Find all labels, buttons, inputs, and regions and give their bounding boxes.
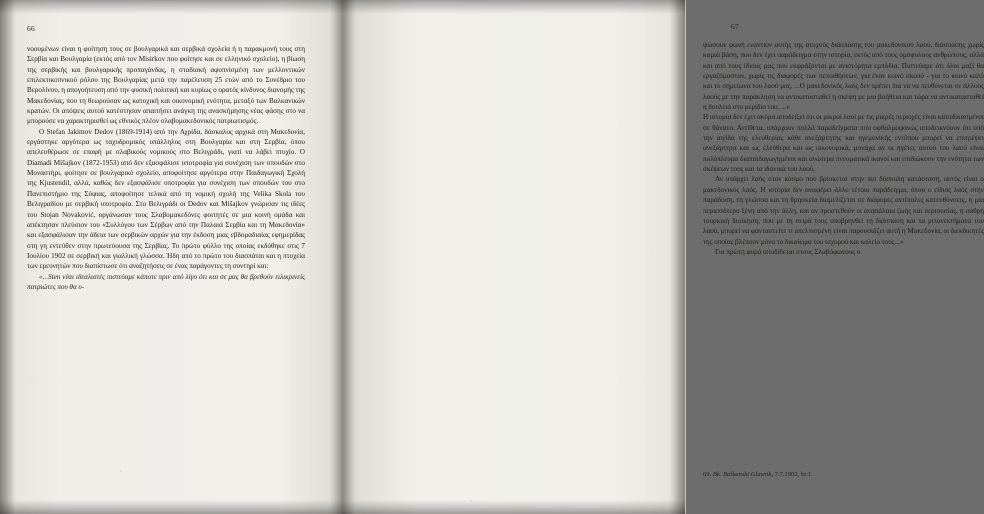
block-quote: «...Sten νέαι ιδεαλιστές πιστεύαμε κάποτε πριν από λίγο ότι και σε μας θα βρεθούν ειλικρινείς πατριώτες που θα υ- [27,272,305,291]
paragraph: Η ιστορία δεν έχει ακόμα αποδείξει ότι οι μικροί λαοί με τις μικρές περιοχές είναι καταδικασμένοι σε θάνατο. Αντίθετα, υπάρχουν πολλά παραδείγματα που οφθαλμοφανώς αποδεικνύουν ότι υπό την αιγίδα της ελευθερίας κάθε ανεξάρτητης και ηγεμονικής εντύπου μπορεί να επιτρέψει ανεξάρτητα και ως ελεύθερα και ως οικονομικά, μονάχα αν οι ηγέτες αυτού του λαού είναι πολύπλευρα διαπαιδαγωγημένοι και ανώτερα πνευματικά ικανοί και επιδιώκουν την ενότητα των σκέψεων τους και τα ιδανικά του λαού. [703,113,984,174]
footnote-marker: 69. [703,471,712,478]
page-left [0,0,343,514]
page-right-text-column [703,40,984,257]
paragraph: Αν υπάρχει λαός στον κόσμο που βρίσκεται στην πιο δύσκολη κατάσταση, αυτός είναι ο μακεδονικός λαός. Η ιστορία δεν αναφέρει άλλο τέτοιο παράδειγμα, όπου ο είδιος λαός στην παράδοση, τη γλώσσα και τη θρησκεία διαμελίζεται σε διάφορες αντίπαλες κατευθύνσεις, η μία περισσότερο ξένη από την άλλη, και αν προστεθούν οι αναπάλαια ζωής και περιουσίας, η σαθρή τουρκική διοίκηση, που με τη σειρά τους υποβρηνθεί τη διάσπαση και τα μειονεκτήματα του λαού, μπορεί να φανταστείτε τι απελπισμένη είναι παρουσιάζει αυτή η Μακεδονία, οι διεκδικητές της οποίας βλέπουν μόνο το δικαίωμα του ισχυρού και καλείο τους...» [703,175,984,246]
paragraph: ψώσουν φωνή εναντίον αυτής της ατυχούς διάσπασης του μακεδονικού λαού, διάσπασης χωρίς καμιά βάση, που δεν έχει παράδειγμα στην ιστορία, εκτός από τους ομόφυλους ανθρώπους, αλλά και από τους ίδιους μας που εκφράζονται με ανιστόρητα εμπόδια. Πιστεύαμε ότι όλοι μαζί θα εργαζόμασταν, χωρίς τις διαφορές των πεποιθήσεων, για έναν κοινό σκοπό - για το κοινό καλό και το σημείωνα του λαού μας. ...Ο μακεδονικός λαός δεν πρέπει πια να να πευθύνεται σε άλλους λαούς με την παράκληση να αντικατασταθεί η σκέψη με μια βοήθεια και τώρα να αντικατασταθεί η δουλειά στο μερίδιο του. ...» [703,41,984,112]
page-left-text-column [27,44,305,292]
paragraph: νοουμένων είναι η φοίτηση τους σε βουλγαρικά και σερβικά σχολεία ή η παρακμονή τους στη Σερβία και Βουλγαρία (εκτός από τον Misirkov που φοίτησε και σε ελληνικό σχολείο), η βίωση της σερβικής και βουλγαρικής προπαγάνδας, η σταδιακή αφυπνίσμένη των μελλοντικών επιλεκτικοπνικού ρόλου της Βουλγαρίας μετά την παρέλευση 25 ετών από το Συνέδριο του Βερολίνου, η απογοήτευση από την φυσική πολιτική και κυρίως ο ορατός κίνδυνος διανομής της Μακεδονίας, που τη θεωρούσαν ως κατοχική και οικονομική ενότητα, μεταξύ των Βαλκανικών κρατών. Οι απόψεις αυτού κατέστησαν απαιτήσει ανάγκη της ανασκήμησης νέας φάσης στο να μπορούσε να χαρακτηρισθεί ως εθνικός πλέον σλαβομακεδονικός πατριωτισμός. [27,45,305,126]
footnote-source: Bk. Balkanski Glasnik, [712,471,773,478]
footnote [703,470,984,479]
page-number-right: 67 [731,22,739,31]
paragraph: Για πρώτη φορά αποδίδεται στους Σλαβόφωνους ο [715,247,861,256]
footnote-citation: 7.7.1902, br.1. [774,471,813,478]
paragraph: Ο Stefan Jakimov Dedov (1869-1914) από την Αχρίδα, δάσκαλος αρχικά στη Μακεδονία, εργάστηκε αργότερα ως ταχυδρομικός υπάλληλος στη Βουλγαρία και στη Σερβία, όπου απελευθέρωσε σε επαφή με σλαβικούς νομικούς στο Βελιγράδι, γιατί να λάβει πτυχίο. Ο Diamadi Mišajkov (1872-1953) από δεν εξασφάλισε υποτροφία για συνέχιση των σπουδών στο Μοναστήρι, φοίτησε σε βουλγαρικό σχολείο, αποφοίτησε αργότερα στην Παιδαγωγική Σχολή της Kjustendil, αλλά, καθώς δεν εξασφάλισε υποτροφία για συνέχιση των σπουδών του στο Πανεπιστήμιο της Σόφιας, αποφοίτησε τελικά από τη νομική σχολή της Velika Skola του Βελιγραδίου με σερβική υποτροφία. Στο Βελιγράδι οι Dedov και Mišajkov γνώρισαν τις ιδέες του Stojan Novaković, οργάνωσαν τους Σλαβομακεδόνες φοιτητές σε μια κοινή ομάδα και απέκτησαν πλεύσιον του «Συλλόγου των Σέρβων από την Παλαιά Σερβία και τη Μακεδονία» και εξασφάλισαν την άδεια των σερβικών αρχών για την έκδοση μιας εβδομαδιαίας εφημερίδας στη γη εντεύθεν στην πρωτεύουσα της Σερβίας. Το πρώτο φύλλο της οποίας εκδόθηκε στις 7 Ιουλίου 1902 σε σερβική και γιαλλική γλώσσα. Ήδη από το πρώτο του διασπάται και η πτυχεία των ερευνητών που διαπίστωσε ότι αναζητήσεις σε ένας παράγοντες τη συντηρί και: [27,127,305,271]
page-right [343,0,984,514]
page-number-left: 66 [27,24,35,33]
